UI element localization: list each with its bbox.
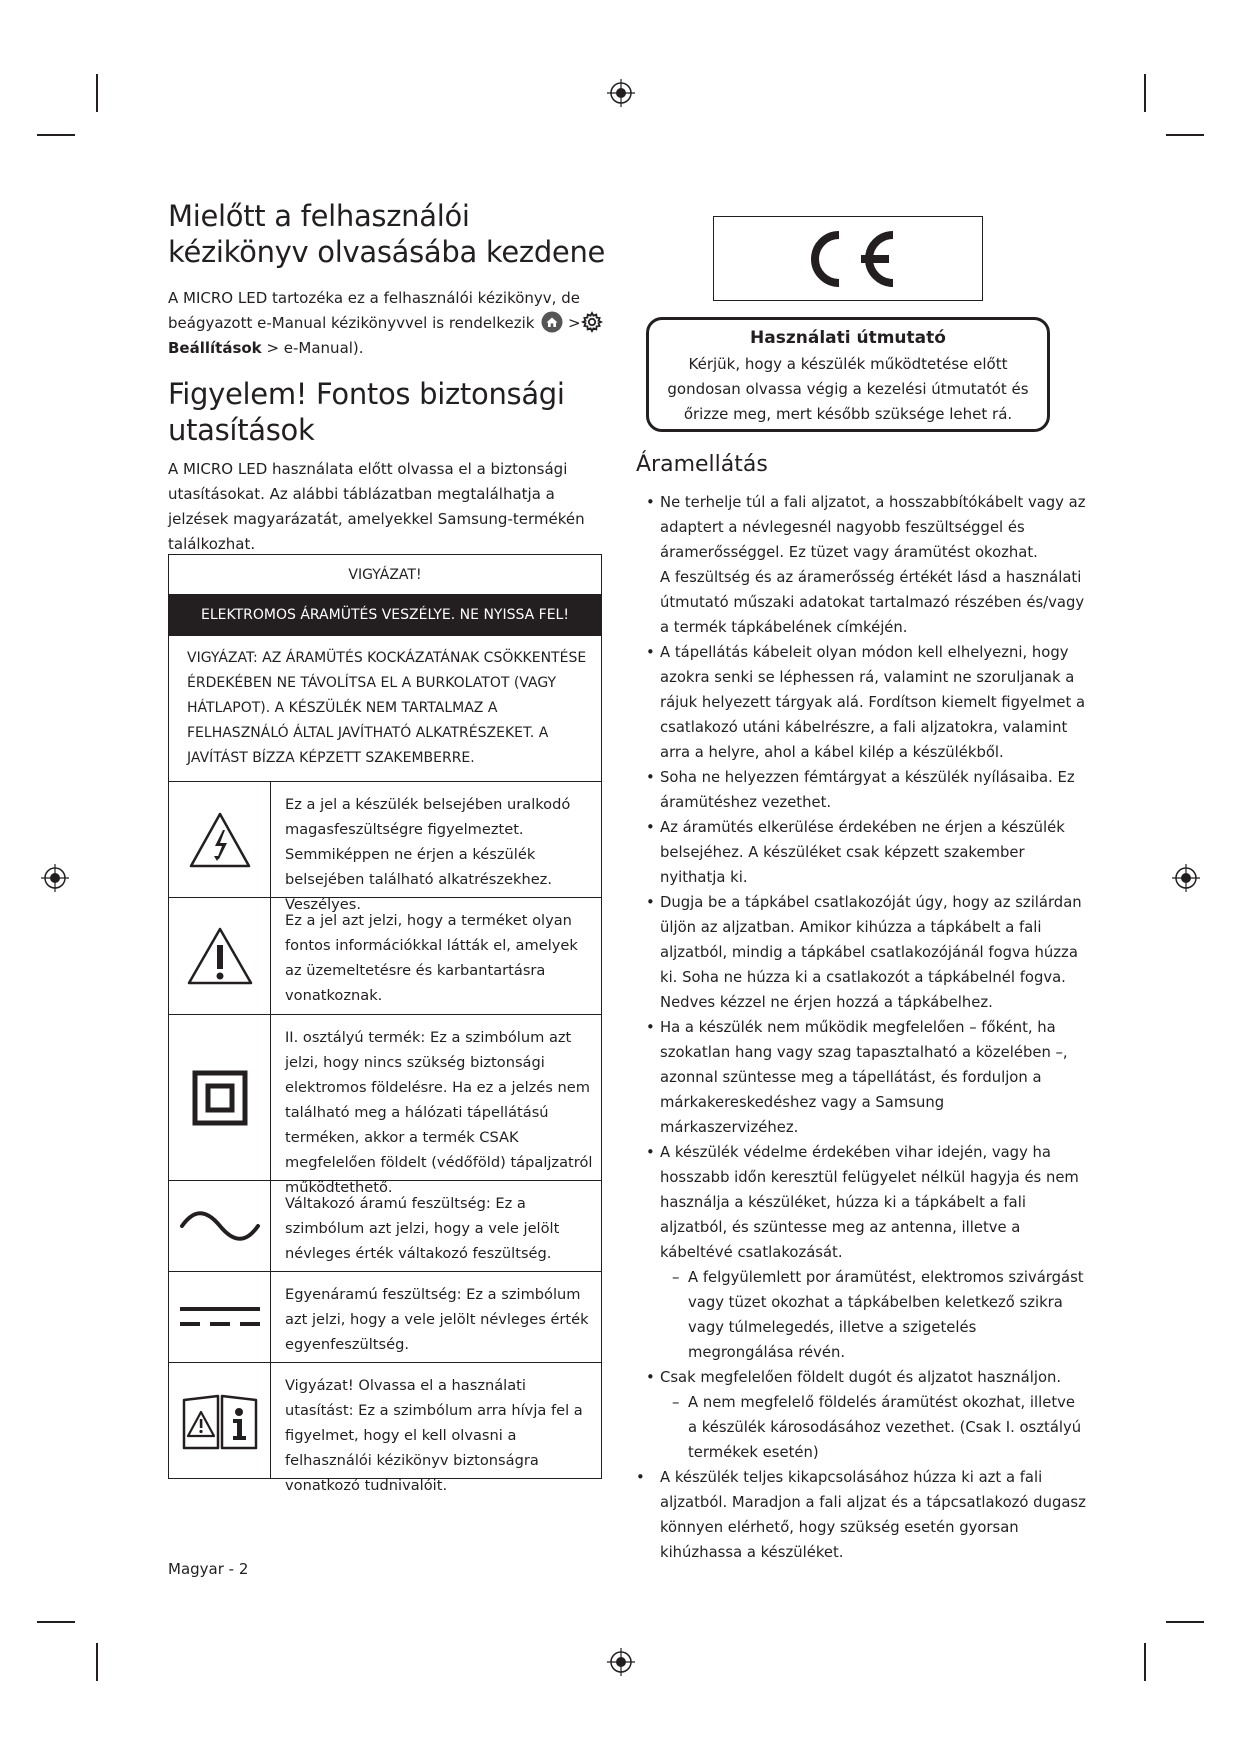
nav-separator: >	[568, 314, 581, 332]
crop-mark	[96, 1643, 98, 1681]
table-row	[169, 898, 601, 1015]
crop-mark	[37, 1621, 75, 1623]
crop-mark	[1144, 1643, 1146, 1681]
safety-heading: Figyelem! Fontos biztonsági utasítások	[168, 377, 565, 447]
power-section-title: Áramellátás	[636, 452, 768, 477]
list-item	[636, 640, 1086, 765]
list-item	[636, 890, 1086, 1015]
table-row	[169, 1272, 601, 1363]
registration-mark-icon	[606, 1647, 636, 1677]
list-item-text: Csak megfelelően földelt dugót és aljzatot használjon.	[660, 1369, 1062, 1386]
list-item	[636, 1140, 1086, 1365]
crop-mark	[37, 134, 75, 136]
list-item-subpoint: – A nem megfelelő földelés áramütést okozhat, illetve a készülék károsodásához vezethet. (Csak I. osztályú termékek esetén)	[660, 1390, 1086, 1465]
manual-intro-sentence: A MICRO LED tartozéka ez a felhasználói kézikönyv, de beágyazott e-Manual kézikönyvvel is rendelkezik	[168, 289, 580, 332]
high-voltage-icon	[169, 782, 271, 897]
power-bullet-list	[636, 490, 1086, 1565]
table-row-text: Ez a jel a készülék belsejében uralkodó magasfeszültségre figyelmeztet. Semmiképpen ne érjen a készülék belsejében található alkatrészekhez. Veszélyes.	[285, 796, 571, 913]
home-icon	[541, 311, 563, 333]
ac-voltage-icon	[169, 1181, 271, 1271]
crop-mark	[1144, 74, 1146, 112]
read-manual-icon	[169, 1363, 271, 1478]
table-row-text: Egyenáramú feszültség: Ez a szimbólum azt jelzi, hogy a vele jelölt névleges érték egyenfeszültség.	[285, 1286, 589, 1353]
list-item-text: A készülék védelme érdekében vihar idején, vagy ha hosszabb időn keresztül felügyelet nélkül hagyja és nem használja a készüléket, húzza ki a tápkábelt a fali aljzatból, és szüntesse meg az antenna, illetve a kábeltévé csatlakozását.	[660, 1144, 1079, 1261]
list-item	[636, 1465, 1086, 1565]
table-row	[169, 1181, 601, 1272]
ce-mark-box	[713, 216, 983, 301]
list-item-text: Az áramütés elkerülése érdekében ne érjen a készülék belsejéhez. A készüléket csak képzett szakember nyithatja ki.	[660, 819, 1065, 886]
caution-warning-text: VIGYÁZAT: AZ ÁRAMÜTÉS KOCKÁZATÁNAK CSÖKKENTÉSE ÉRDEKÉBEN NE TÁVOLÍTSA EL A BURKOLATOT (VAGY HÁTLAPOT). A KÉSZÜLÉK NEM TARTALMAZ A FELHASZNÁLÓ ÁLTAL JAVÍTHATÓ ALKATRÉSZEKET. A JAVÍTÁST BÍZZA KÉPZETT SZAKEMBERRE.	[169, 636, 601, 782]
list-item-text: Ha a készülék nem működik megfelelően – főként, ha szokatlan hang vagy szag tapasztalható a közelében –, azonnal szüntesse meg a tápellátást, és forduljon a márkakereskedéshez vagy a Samsung márkaszervizéhez.	[660, 1019, 1068, 1136]
list-item	[636, 490, 1086, 640]
notice-title: Használati útmutató	[750, 328, 946, 348]
page-title: Mielőtt a felhasználói kézikönyv olvasásába kezdene	[168, 199, 606, 269]
gear-icon	[581, 311, 603, 333]
table-row	[169, 782, 601, 913]
safety-symbols-table	[168, 554, 602, 1494]
notice-text: Kérjük, hogy a készülék működtetése előtt gondosan olvassa végig a kezelési útmutatót és őrizze meg, mert később szüksége lehet rá.	[667, 355, 1029, 423]
crop-mark	[1166, 1621, 1204, 1623]
list-item	[636, 765, 1086, 815]
nav-settings-label: Beállítások	[168, 339, 262, 357]
page-footer: Magyar - 2	[168, 1560, 249, 1578]
list-item-extra: A feszültség és az áramerősség értékét lásd a használati útmutató műszaki adatokat tartalmazó részében és/vagy a termék tápkábelének címkéjén.	[660, 569, 1085, 636]
ce-mark-icon	[793, 227, 903, 291]
manual-intro-text	[168, 286, 608, 361]
list-item-text: A készülék teljes kikapcsolásához húzza ki azt a fali aljzatból. Maradjon a fali aljzat és a tápcsatlakozó dugasz könnyen elérhető, hogy szükség esetén gyorsan kihúzhassa a készüléket.	[660, 1469, 1086, 1561]
usage-notice-box	[646, 317, 1050, 432]
table-row-text: Vigyázat! Olvassa el a használati utasítást: Ez a szimbólum arra hívja fel a figyelmet, hogy el kell olvasni a felhasználói kézikönyv biztonságra vonatkozó tudnivalóit.	[285, 1377, 583, 1494]
registration-mark-icon	[40, 863, 70, 893]
registration-mark-icon	[1171, 863, 1201, 893]
table-row	[169, 1015, 601, 1196]
list-item	[636, 815, 1086, 890]
caution-label: VIGYÁZAT!	[169, 555, 601, 595]
safety-intro-text: A MICRO LED használata előtt olvassa el a biztonsági utasításokat. Az alábbi táblázatban megtalálhatja a jelzések magyarázatát, amelyekkel Samsung-termékén találkozhat.	[168, 460, 585, 553]
table-row-text: Váltakozó áramú feszültség: Ez a szimbólum azt jelzi, hogy a vele jelölt névleges érték váltakozó feszültség.	[285, 1195, 560, 1262]
nav-path-end: > e-Manual).	[266, 339, 364, 357]
table-row	[169, 1363, 601, 1494]
list-item-text: A tápellátás kábeleit olyan módon kell elhelyezni, hogy azokra senki se léphessen rá, valamint ne szoruljanak a rájuk helyezett tárgyak alá. Fordítson kiemelt figyelmet a csatlakozó utáni kábelrészre, a fali aljzatokra, valamint arra a helyre, ahol a kábel kilép a készülékből.	[660, 644, 1086, 761]
table-row-text: Ez a jel azt jelzi, hogy a terméket olyan fontos információkkal látták el, amelyek az üzemeltetésre és karbantartásra vonatkoznak.	[285, 912, 578, 1004]
registration-mark-icon	[606, 78, 636, 108]
table-row-text: II. osztályú termék: Ez a szimbólum azt jelzi, hogy nincs szükség biztonsági elektromos földelésre. Ha ez a jelzés nem található meg a hálózati tápellátású terméken, akkor a termék CSAK megfelelően földelt (védőföld) tápaljzatról működtethető.	[285, 1029, 593, 1196]
list-item	[636, 1365, 1086, 1465]
list-item-text: Ne terhelje túl a fali aljzatot, a hosszabbítókábelt vagy az adaptert a névlegesnél nagyobb feszültséggel és áramerősséggel. Ez tüzet vagy áramütést okozhat.	[660, 494, 1086, 561]
exclamation-icon	[169, 898, 271, 1014]
shock-warning-banner: ELEKTROMOS ÁRAMÜTÉS VESZÉLYE. NE NYISSA FEL!	[169, 595, 601, 636]
list-item	[636, 1015, 1086, 1140]
class-ii-icon	[169, 1015, 271, 1180]
crop-mark	[96, 74, 98, 112]
list-item-text: Soha ne helyezzen fémtárgyat a készülék nyílásaiba. Ez áramütéshez vezethet.	[660, 769, 1075, 811]
dc-voltage-icon	[169, 1272, 271, 1362]
crop-mark	[1166, 134, 1204, 136]
list-item-subpoint: – A felgyülemlett por áramütést, elektromos szivárgást vagy tüzet okozhat a tápkábelben keletkező szikra vagy túlmelegedés, illetve a szigetelés megrongálása révén.	[660, 1265, 1086, 1365]
list-item-text: Dugja be a tápkábel csatlakozóját úgy, hogy az szilárdan üljön az aljzatban. Amikor kihúzza a tápkábelt a fali aljzatból, mindig a tápkábel csatlakozójánál fogva húzza ki. Soha ne húzza ki a csatlakozót a tápkábelnél fogva. Nedves kézzel ne érjen hozzá a tápkábelhez.	[660, 894, 1082, 1011]
